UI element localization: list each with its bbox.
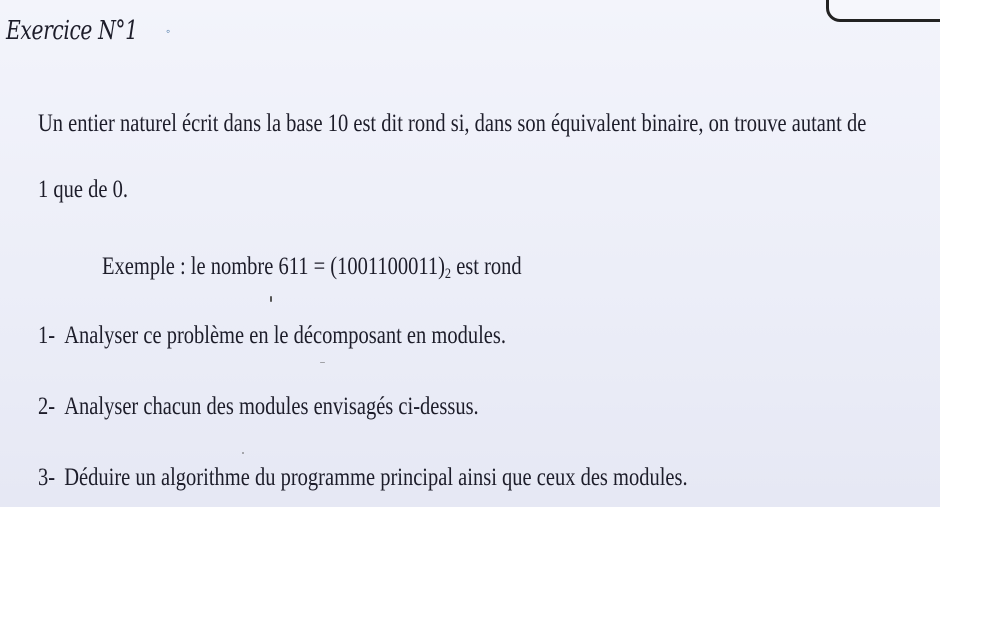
question-text: Analyser chacun des modules envisagés ci-dessus. (64, 393, 479, 420)
example-suffix: est rond (451, 253, 522, 280)
question-number: 2- (38, 393, 56, 420)
intro-line-2: 1 que de 0. (38, 176, 128, 203)
question-item (38, 393, 479, 421)
question-item (38, 322, 506, 350)
example-base-subscript: 2 (444, 266, 452, 282)
question-number: 1- (38, 322, 56, 349)
question-number: 3- (38, 464, 56, 491)
question-text: Analyser ce problème en le décomposant en modules. (64, 322, 506, 349)
scan-speck (270, 296, 272, 302)
ink-dot: ◦ (166, 24, 171, 38)
example-text: Exemple : le nombre 611 = (1001100011) (102, 253, 445, 280)
scan-speck (242, 452, 244, 454)
corner-box-decoration (826, 0, 940, 22)
scan-speck (320, 362, 325, 363)
intro-line-1: Un entier naturel écrit dans la base 10 est dit rond si, dans son équivalent binaire, on trouve autant de (38, 110, 867, 137)
question-text: Déduire un algorithme du programme principal ainsi que ceux des modules. (64, 464, 688, 491)
question-item (38, 464, 688, 492)
example-line (102, 253, 522, 283)
exercise-title: Exercice N°1 (6, 16, 138, 46)
